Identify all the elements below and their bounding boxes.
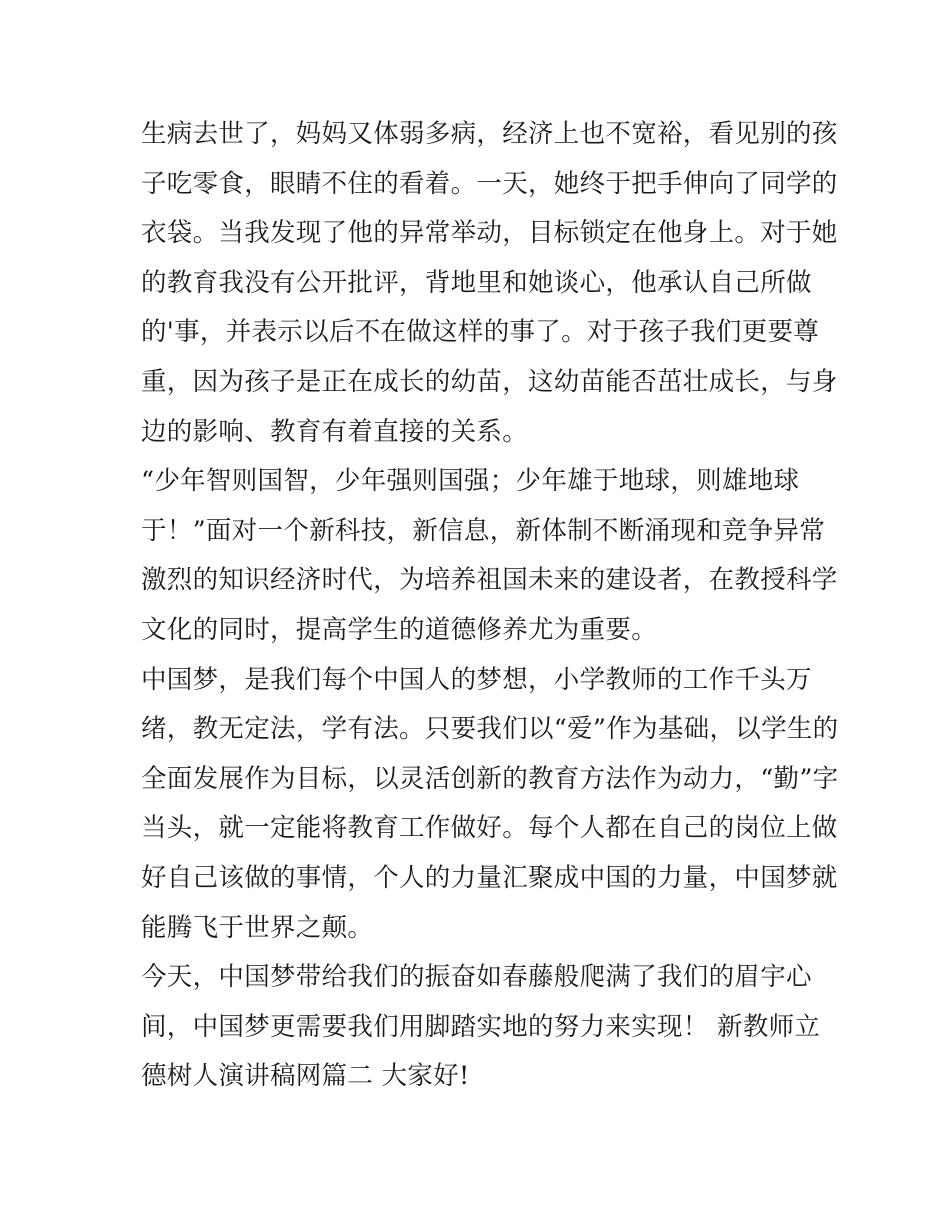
text-line: 生病去世了，妈妈又体弱多病，经济上也不宽裕，看见别的孩 [141,119,838,149]
text-line: 全面发展作为目标，以灵活创新的教育方法作为动力，“勤”字 [141,763,839,794]
text-line: 间，中国梦更需要我们用脚踏实地的努力来实现！ 新教师立 [141,1011,821,1042]
text-line: 当头，就一定能将教育工作做好。每个人都在自己的岗位上做 [141,813,838,844]
text-line: 的教育我没有公开批评，背地里和她谈心，他承认自己所做 [141,267,812,298]
document-body [141,110,839,1102]
text-line: 今天，中国梦带给我们的振奋如春藤般爬满了我们的眉宇心 [141,962,812,993]
text-line: 绪，教无定法，学有法。只要我们以“爱”作为基础，以学生的 [141,714,839,745]
text-line: 于！”面对一个新科技，新信息，新体制不断涌现和竞争异常 [141,515,826,546]
text-line: 子吃零食，眼睛不住的看着。一天，她终于把手伸向了同学的 [141,168,838,199]
text-line: 文化的同时，提高学生的道德修养尤为重要。 [141,614,658,645]
text-line: 的'事，并表示以后不在做这样的事了。对于孩子我们更要尊 [141,317,820,348]
text-line: 德树人演讲稿网篇二 大家好! [141,1061,470,1092]
text-line: 重，因为孩子是正在成长的幼苗，这幼苗能否茁壮成长，与身 [141,366,838,397]
text-line: 激烈的知识经济时代，为培养祖国未来的建设者，在教授科学 [141,565,838,596]
text-line: 中国梦，是我们每个中国人的梦想，小学教师的工作千头万 [141,664,812,695]
text-line: 好自己该做的事情，个人的力量汇聚成中国的力量，中国梦就 [141,862,838,893]
text-line: 边的影响、教育有着直接的关系。 [141,416,529,447]
text-line: 能腾飞于世界之颠。 [141,912,374,943]
text-line: 衣袋。当我发现了他的异常举动，目标锁定在他身上。对于她 [141,218,838,249]
text-line: “少年智则国智，少年强则国强；少年雄于地球，则雄地球 [141,466,800,497]
